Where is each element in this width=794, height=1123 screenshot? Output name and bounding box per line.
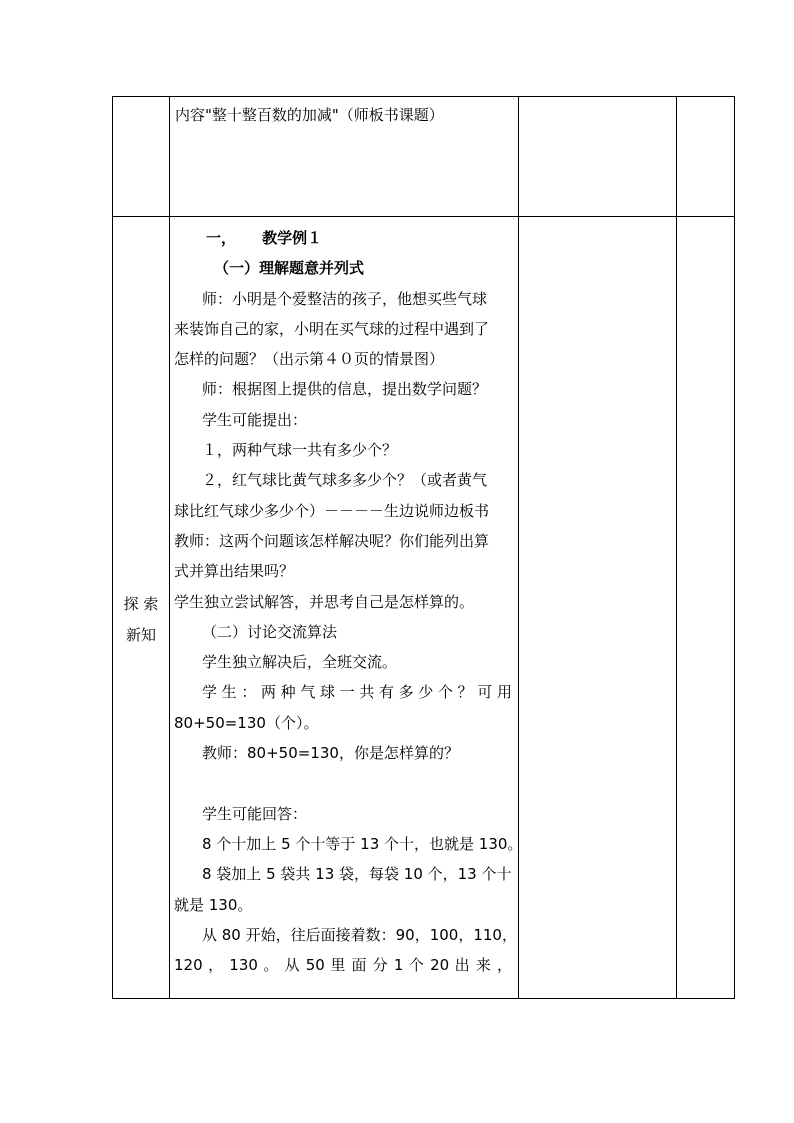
paragraph-line: 学生：两种气球一共有多少个？可用: [202, 683, 512, 702]
paragraph-line: 球比红气球少多少个）－－－－生边说师边板书: [174, 501, 490, 520]
notes-cell: [677, 217, 735, 999]
paragraph-line: 学生可能回答：: [202, 804, 308, 823]
paragraph-line: ２，红气球比黄气球多多少个？（或者黄气: [202, 471, 488, 490]
design-intent-cell: [519, 217, 677, 999]
paragraph-line: 学生独立尝试解答，并思考自己是怎样算的。: [174, 592, 475, 611]
blank-line: [174, 768, 512, 798]
paragraph-line: 从 80 开始，往后面接着数：90，100，110，: [202, 925, 517, 944]
paragraph-line: 学生独立解决后，全班交流。: [202, 653, 398, 672]
paragraph-line: １，两种气球一共有多少个？: [202, 441, 398, 460]
stage-cell: [113, 217, 170, 999]
lesson-body: [170, 217, 523, 980]
paragraph-line: 教师：这两个问题该怎样解决呢？你们能列出算: [174, 531, 490, 550]
content-cell: [170, 217, 523, 999]
lesson-topic-text: 内容"整十整百数的加减"（师板书课题）: [175, 106, 444, 124]
section-heading: 一， 教学例１: [206, 229, 323, 247]
subsection-heading: （二）讨论交流算法: [202, 622, 338, 641]
design-intent-cell: [519, 97, 677, 217]
paragraph-line: 就是 130。: [174, 895, 253, 914]
paragraph-line: 8 个十加上 5 个十等于 13 个十，也就是 130。: [202, 834, 523, 853]
stage-cell: [113, 97, 170, 217]
paragraph-line: 来装饰自己的家，小明在买气球的过程中遇到了: [174, 319, 490, 338]
lesson-plan-table: [112, 96, 735, 999]
paragraph-line: 怎样的问题？（出示第４０页的情景图）: [174, 350, 445, 369]
table-row: [113, 97, 735, 217]
paragraph-line: 师：根据图上提供的信息，提出数学问题？: [202, 380, 488, 399]
paragraph-line: 学生可能提出：: [202, 410, 308, 429]
content-cell: [170, 97, 519, 217]
paragraph-line: 式并算出结果吗？: [174, 562, 295, 581]
table-row: [113, 217, 735, 999]
paragraph-line: 80+50=130（个）。: [174, 713, 319, 732]
paragraph-line: 教师：80+50=130，你是怎样算的？: [202, 744, 459, 763]
paragraph-line: 师：小明是个爱整洁的孩子，他想买些气球: [202, 289, 488, 308]
stage-label: 探 索 新知: [123, 595, 159, 644]
notes-cell: [677, 97, 735, 217]
paragraph-line: 120 ， 130 。 从 50 里 面 分 1 个 20 出 来 ，: [174, 956, 512, 975]
subsection-heading: （一）理解题意并列式: [214, 259, 365, 278]
paragraph-line: 8 袋加上 5 袋共 13 袋，每袋 10 个，13 个十: [202, 865, 512, 884]
